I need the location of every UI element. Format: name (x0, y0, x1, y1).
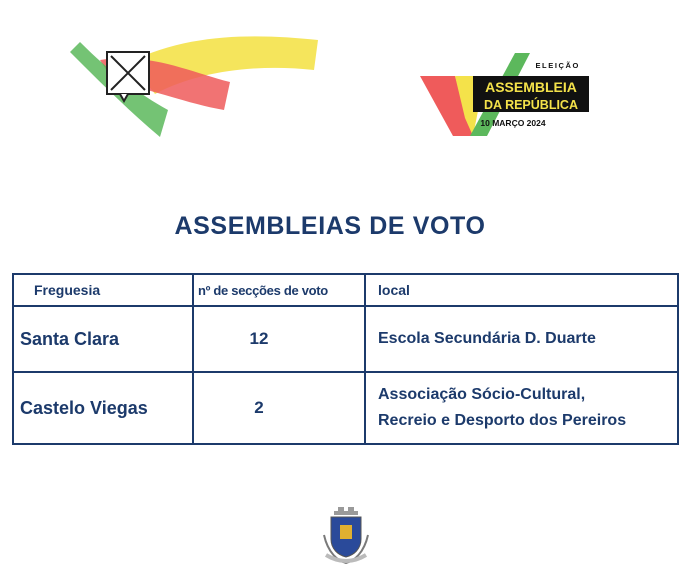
ballot-ribbon-logo (60, 22, 330, 147)
assembleia-label: ASSEMBLEIA (485, 79, 577, 95)
local-line: Escola Secundária D. Duarte (378, 330, 596, 347)
cell-freguesia: Santa Clara (13, 306, 193, 372)
header-seccoes: nº de secções de voto (193, 274, 365, 306)
coat-of-arms-icon (316, 505, 376, 569)
header-local: local (365, 274, 678, 306)
cell-seccoes: 2 (193, 372, 365, 444)
table-row (13, 372, 678, 444)
election-label: ELEIÇÃO (535, 61, 580, 70)
republica-label: DA REPÚBLICA (484, 98, 578, 112)
table-row (13, 306, 678, 372)
election-date: 10 MARÇO 2024 (480, 118, 546, 128)
page-title: ASSEMBLEIAS DE VOTO (174, 212, 486, 240)
cell-local (365, 306, 678, 372)
local-line: Associação Sócio-Cultural, (378, 386, 586, 403)
cell-seccoes: 12 (193, 306, 365, 372)
election-logo (415, 48, 600, 136)
header-freguesia: Freguesia (13, 274, 193, 306)
polling-stations-table (12, 273, 679, 445)
cell-freguesia: Castelo Viegas (13, 372, 193, 444)
ballot-x-icon (107, 52, 149, 101)
table-header-row (13, 274, 678, 306)
local-line: Recreio e Desporto dos Pereiros (378, 412, 627, 429)
cell-local (365, 372, 678, 444)
